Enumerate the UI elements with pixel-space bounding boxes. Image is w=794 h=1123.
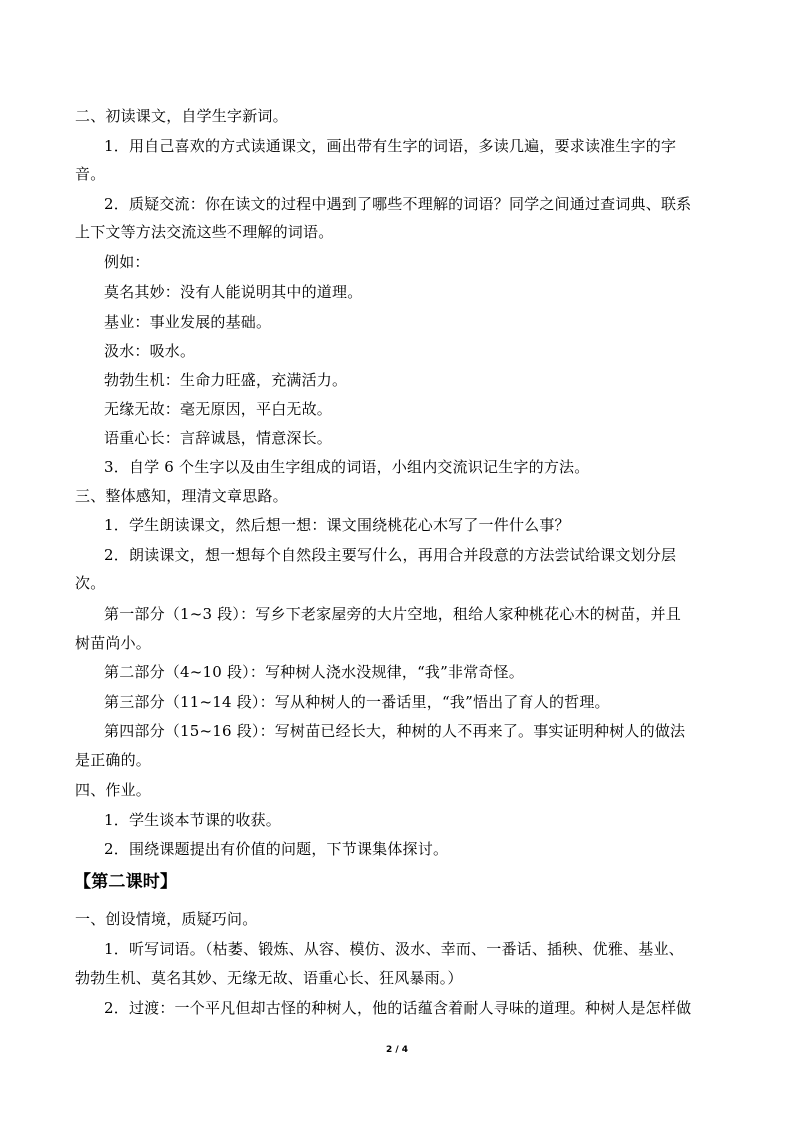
page-number: 2 / 4 — [385, 1045, 409, 1055]
section-heading: 二、初读课文，自学生字新词。 — [75, 107, 288, 125]
paragraph-line: 汲水：吸水。 — [104, 342, 196, 360]
paragraph-line: 次。 — [75, 574, 106, 592]
paragraph-line: 2．过渡：一个平凡但却古怪的种树人，他的话蕴含着耐人寻味的道理。种树人是怎样做 — [104, 999, 692, 1017]
paragraph-line: 1．用自己喜欢的方式读通课文，画出带有生字的词语，多读几遍，要求读准生字的字 — [104, 137, 677, 155]
paragraph-line: 1．学生谈本节课的收获。 — [104, 811, 281, 829]
section-heading: 一、创设情境，质疑巧问。 — [75, 910, 258, 928]
section-heading: 三、整体感知，理清文章思路。 — [75, 487, 288, 505]
paragraph-line: 无缘无故：毫无原因，平白无故。 — [104, 400, 333, 418]
paragraph-line: 第四部分（15~16 段）：写树苗已经长大，种树的人不再来了。事实证明种树人的做法 — [104, 722, 686, 740]
paragraph-line: 2．朗读课文，想一想每个自然段主要写什么，再用合并段意的方法尝试给课文划分层 — [104, 546, 677, 564]
paragraph-line: 2．围绕课题提出有价值的问题，下节课集体探讨。 — [104, 840, 449, 858]
paragraph-line: 例如： — [104, 253, 150, 271]
paragraph-line: 勃勃生机：生命力旺盛，充满活力。 — [104, 371, 348, 389]
lesson-heading: 【第二课时】 — [74, 872, 178, 892]
section-heading: 四、作业。 — [75, 781, 152, 799]
paragraph-line: 语重心长：言辞诚恳，情意深长。 — [104, 429, 333, 447]
paragraph-line: 音。 — [75, 165, 106, 183]
paragraph-line: 第三部分（11~14 段）：写从种树人的一番话里，“我”悟出了育人的哲理。 — [104, 693, 610, 711]
paragraph-line: 第一部分（1~3 段）：写乡下老家屋旁的大片空地，租给人家种桃花心木的树苗，并且 — [104, 605, 681, 623]
paragraph-line: 第二部分（4~10 段）：写种树人浇水没规律，“我”非常奇怪。 — [104, 663, 525, 681]
paragraph-line: 1．学生朗读课文，然后想一想：课文围绕桃花心木写了一件什么事？ — [104, 516, 570, 534]
paragraph-line: 1．听写词语。（枯萎、锻炼、从容、模仿、汲水、幸而、一番话、插秧、优雅、基业、 — [104, 940, 684, 958]
paragraph-line: 2．质疑交流：你在读文的过程中遇到了哪些不理解的词语？同学之间通过查词典、联系 — [104, 195, 692, 213]
paragraph-line: 树苗尚小。 — [75, 634, 152, 652]
paragraph-line: 3．自学 6 个生字以及由生字组成的词语，小组内交流识记生字的方法。 — [104, 458, 590, 476]
paragraph-line: 基业：事业发展的基础。 — [104, 313, 272, 331]
paragraph-line: 上下文等方法交流这些不理解的词语。 — [75, 223, 334, 241]
paragraph-line: 莫名其妙：没有人能说明其中的道理。 — [104, 283, 363, 301]
paragraph-line: 是正确的。 — [75, 751, 152, 769]
paragraph-line: 勃勃生机、莫名其妙、无缘无故、语重心长、狂风暴雨。） — [75, 969, 463, 987]
